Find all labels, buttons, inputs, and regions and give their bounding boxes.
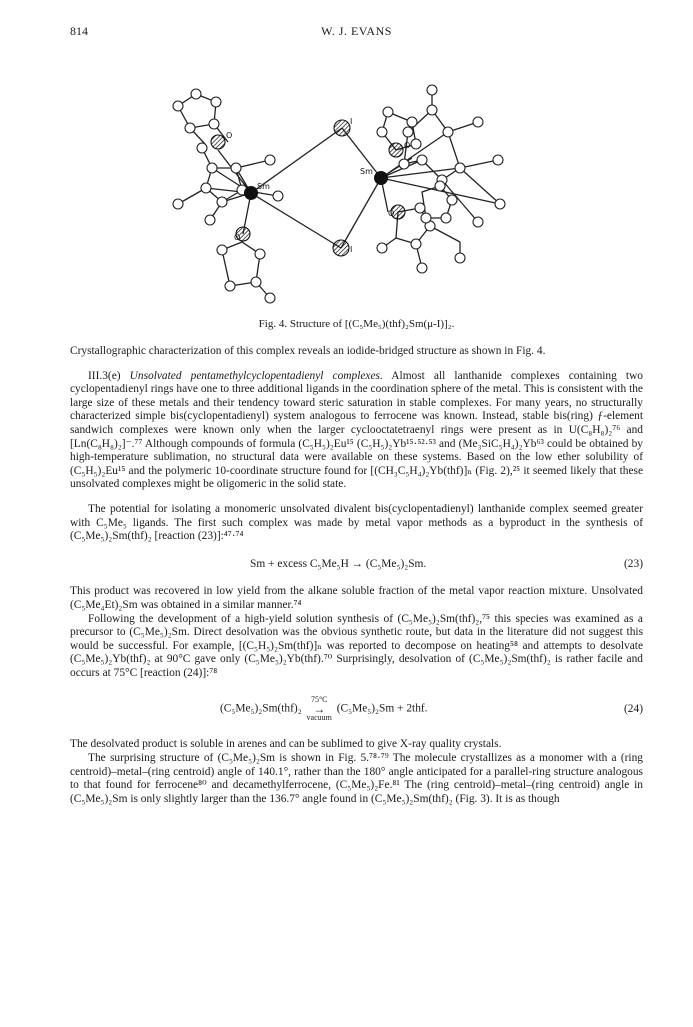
arrow-condition-top: 75°C: [310, 695, 328, 705]
equation-body: Sm + excess C₅Me₅H → (C₅Me₅)₂Sm.: [250, 557, 427, 570]
section-title: Unsolvated pentamethylcyclopentadienyl complexes.: [129, 369, 383, 382]
oxygen-label-left-bottom: O: [234, 233, 241, 242]
equation-number: (23): [624, 557, 643, 570]
molecular-structure-diagram: [160, 72, 540, 312]
page-header: [70, 24, 643, 40]
paragraph: Following the development of a high-yield solution synthesis of (C₅Me₅)₂Sm(thf)₂,⁷⁵ this species was examined as a precursor to (C₅Me₅)₂Sm. Direct desolvation was the obvious synthetic route, but data in the literature did not suggest this would be successful. For example, [(C₅H₅)₂Sm(thf)]ₙ was reported to decompose on heating⁵⁸ and attempts to desolvate (C₅Me₅)₂Yb(thf)₂ at 90°C gave only (C₅Me₅)₂Yb(thf).⁷⁰ Surprisingly, desolvation of (C₅Me₅)₂Sm(thf)₂ is rather facile and occurs at 75°C [reaction (24)]:⁷⁸: [70, 612, 643, 679]
iodine-label-bottom: I: [350, 245, 353, 254]
paragraph: This product was recovered in low yield from the alkane soluble fraction of the metal vapor reaction mixture. Unsolvated (C₅Me₄Et)₂Sm was obtained in a similar manner.⁷⁴: [70, 585, 643, 611]
equation-body: [220, 696, 603, 722]
arrow-icon: →: [313, 702, 326, 717]
equation-reactant: (C₅Me₅)₂Sm(thf)₂: [220, 703, 302, 716]
paragraph: Crystallographic characterization of this complex reveals an iodide-bridged structure as shown in Fig. 4.: [70, 345, 546, 357]
paragraph: The desolvated product is soluble in arenes and can be sublimed to give X-ray quality crystals.: [70, 738, 502, 751]
paragraph-text: Almost all lanthanide complexes containing two cyclopentadienyl rings have one to three additional ligands in the coordination sphere of the metal. This is consistent with the large size of these metals and their tendency toward steric saturation in stable complexes. For many years, no structurally characterized simple bis(cyclopentadienyl) system analogous to ferrocene was known. Instead, stable bis(ring) ƒ-element sandwich complexes were known only when the larger cyclooctatetraenyl rings were present as in U(C₈H₈)₂⁷⁶ and [Ln(C₈H₈)₂]⁻.⁷⁷ Although compounds of formula (C₅H₅)₂Eu¹⁵ (C₅H₅)₂Yb¹⁵·⁵²·⁵³ and (Me₃SiC₅H₄)₂Yb⁶³ could be obtained by high-temperature sublimation, no structural data were available on these systems. Based on the low ether solubility of (C₅H₅)₂Eu¹⁵ and the polymeric 10-coordinate structure found for [(CH₃C₅H₄)₂Yb(thf)]ₙ (Fig. 2),²⁵ it seemed likely that these unsolvated complexes might be oligomeric in the solid state.: [70, 369, 643, 491]
equation-24: [70, 696, 643, 722]
page-number: 814: [70, 24, 88, 38]
iodine-label-top: I: [350, 117, 353, 126]
oxygen-label-right-top: O: [404, 141, 411, 150]
oxygen-label-left-top: O: [226, 131, 233, 140]
article-body: [70, 345, 643, 806]
paragraph-section-heading: [70, 370, 643, 492]
figure-caption: Fig. 4. Structure of [(C₅Me₅)(thf)₂Sm(μ-I)]₂.: [258, 318, 455, 330]
equation-number: (24): [624, 702, 643, 715]
paragraph: The surprising structure of (C₅Me₅)₂Sm is shown in Fig. 5.⁷⁸·⁷⁹ The molecule crystallizes as a monomer with a (ring centroid)–metal–(ring centroid) angle of 140.1°, rather than the 180° angle anticipated for a parallel-ring structure analogous to that found for ferrocene⁸⁰ and decamethylferrocene, (C₅Me₅)₂Fe.⁸¹ The (ring centroid)–metal–(ring centroid) angle in (C₅Me₅)₂Sm is only slightly larger than the 136.7° angle found in (C₅Me₅)₂Sm(thf)₂ (Fig. 3). It is as though: [70, 752, 643, 805]
equation-product: (C₅Me₅)₂Sm + 2thf.: [336, 703, 428, 716]
sm-label-left: Sm: [257, 182, 270, 191]
figure-4: [160, 72, 540, 312]
equation-23: [70, 558, 643, 572]
oxygen-label-right-bottom: O: [388, 209, 395, 218]
running-head: W. J. EVANS: [321, 24, 392, 38]
arrow-condition-bottom: vacuum: [306, 713, 332, 723]
sm-label-right: Sm: [360, 167, 373, 176]
reaction-arrow: [307, 696, 332, 722]
paragraph: The potential for isolating a monomeric unsolvated divalent bis(cyclopentadienyl) lanthanide complex seemed greater with C₅Me₅ ligands. The first such complex was made by metal vapor methods as a byproduct in the synthesis of (C₅Me₅)₂Sm(thf)₂ [reaction (23)]:⁴⁷·⁷⁴: [70, 502, 643, 543]
section-number: III.3(e): [88, 369, 130, 382]
